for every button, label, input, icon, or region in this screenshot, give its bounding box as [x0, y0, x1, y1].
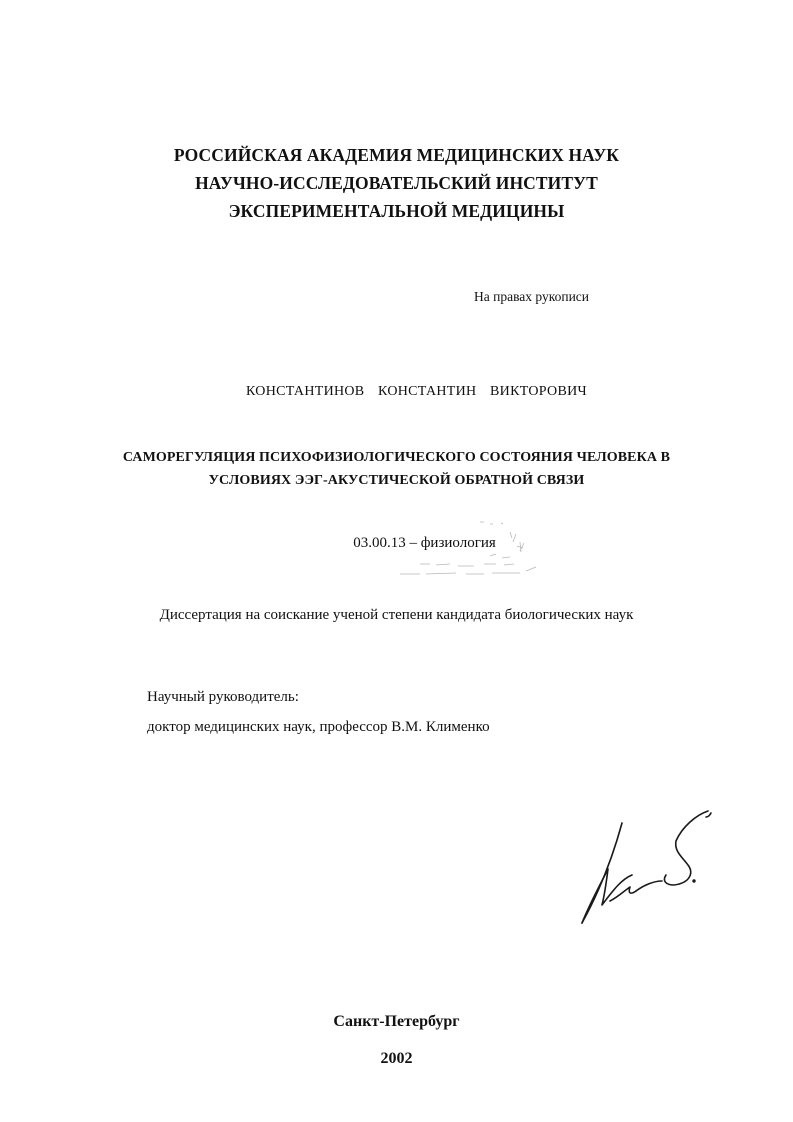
title-line-2: УСЛОВИЯХ ЭЭГ-АКУСТИЧЕСКОЙ ОБРАТНОЙ СВЯЗИ: [208, 473, 585, 488]
manuscript-note: На правах рукописи: [474, 289, 590, 304]
year: 2002: [380, 1050, 413, 1067]
title-line-1: САМОРЕГУЛЯЦИЯ ПСИХОФИЗИОЛОГИЧЕСКОГО СОСТОЯНИЯ ЧЕЛОВЕКА В: [122, 450, 671, 465]
dissertation-type: Диссертация на соискание ученой степени кандидата биологических наук: [159, 607, 634, 623]
specialty-code: [0, 535, 793, 552]
specialty-text: 03.00.13 – физиология: [353, 535, 496, 551]
supervisor-name: доктор медицинских наук, профессор В.М. Клименко: [147, 719, 490, 735]
institution-line-2: НАУЧНО-ИССЛЕДОВАТЕЛЬСКИЙ ИНСТИТУТ: [195, 173, 598, 193]
supervisor-label: Научный руководитель:: [147, 689, 299, 705]
signature: [570, 805, 720, 935]
institution-line-1: РОССИЙСКАЯ АКАДЕМИЯ МЕДИЦИНСКИХ НАУК: [173, 145, 620, 165]
institution-line-3: ЭКСПЕРИМЕНТАЛЬНОЙ МЕДИЦИНЫ: [228, 201, 565, 221]
city: Санкт-Петербург: [333, 1013, 460, 1030]
author-name: КОНСТАНТИНОВ КОНСТАНТИН ВИКТОРОВИЧ: [246, 384, 587, 399]
